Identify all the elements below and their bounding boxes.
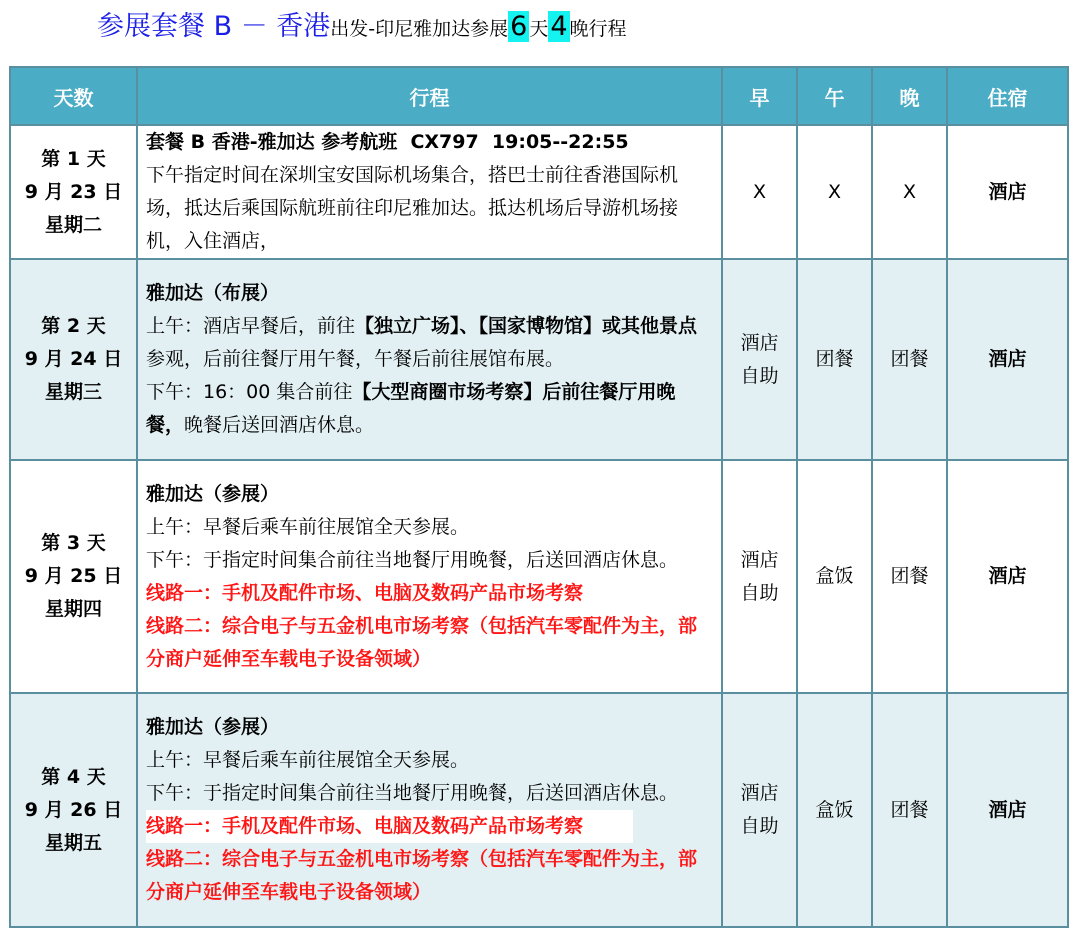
- afternoon-suffix: 晚餐后送回酒店休息。: [184, 414, 375, 436]
- itinerary-cell: [137, 259, 722, 460]
- column-header-itinerary: 行程: [137, 67, 722, 125]
- day-number: 第 4 天: [41, 765, 106, 788]
- itinerary-afternoon: 下午：于指定时间集合前往当地餐厅用晚餐，后送回酒店休息。: [146, 548, 679, 571]
- day-cell: [10, 460, 137, 693]
- day-cell: [10, 693, 137, 927]
- breakfast-cell: [722, 259, 797, 460]
- hotel-cell: 酒店: [947, 259, 1068, 460]
- itinerary-heading: 雅加达（布展）: [146, 282, 280, 304]
- breakfast-value: 酒店自助: [740, 331, 779, 387]
- route-two: 线路二：综合电子与五金机电市场考察（包括汽车零配件为主，部分商户延伸至车载电子设备领域）: [146, 848, 698, 903]
- hotel-cell: 酒店: [947, 125, 1068, 259]
- title-days: 6: [510, 11, 528, 42]
- day-number: 第 1 天: [41, 147, 106, 170]
- itinerary-cell: [137, 693, 722, 927]
- page-title: [97, 6, 627, 48]
- route-one: 线路一：手机及配件市场、电脑及数码产品市场考察: [146, 581, 584, 604]
- itinerary-heading: 雅加达（参展）: [146, 482, 280, 505]
- column-header-hotel: 住宿: [947, 67, 1068, 125]
- title-prefix: 参展套餐 B －: [97, 11, 277, 42]
- title-middle: 出发-印尼雅加达参展: [330, 18, 509, 40]
- dinner-cell: X: [872, 125, 947, 259]
- itinerary-body: 下午指定时间在深圳宝安国际机场集合，搭巴士前往香港国际机场，抵达后乘国际航班前往印尼雅加达。抵达机场后导游机场接机，入住酒店，: [146, 164, 679, 252]
- table-row: [10, 125, 1068, 259]
- day-date: 9 月 26 日: [24, 798, 123, 821]
- hotel-cell: 酒店: [947, 693, 1068, 927]
- table-row: [10, 693, 1068, 927]
- breakfast-cell: X: [722, 125, 797, 259]
- table-row: [10, 259, 1068, 460]
- morning-suffix: 参观，后前往餐厅用午餐，午餐后前往展馆布展。: [146, 348, 565, 370]
- itinerary-afternoon: [146, 376, 711, 442]
- breakfast-value: 酒店自助: [740, 548, 779, 604]
- route-one: 线路一：手机及配件市场、电脑及数码产品市场考察: [146, 810, 633, 843]
- route-one-wrapper: [146, 810, 711, 843]
- itinerary-heading: 套餐 B 香港-雅加达 参考航班 CX797 19:05--22:55: [146, 131, 629, 153]
- title-suffix: 晚行程: [569, 18, 627, 40]
- title-city: 香港: [276, 11, 331, 42]
- itinerary-afternoon: 下午：于指定时间集合前往当地餐厅用晚餐，后送回酒店休息。: [146, 782, 679, 804]
- table-header-row: [10, 67, 1068, 125]
- day-weekday: 星期二: [44, 213, 102, 236]
- itinerary-table: [9, 66, 1069, 928]
- day-number: 第 3 天: [41, 532, 106, 554]
- title-nights: 4: [550, 11, 568, 42]
- day-weekday: 星期五: [44, 831, 102, 854]
- day-cell: [10, 125, 137, 259]
- lunch-cell: X: [797, 125, 872, 259]
- column-header-days: 天数: [10, 67, 137, 125]
- title-days-unit: 天: [529, 18, 549, 40]
- breakfast-cell: [722, 460, 797, 693]
- day-date: 9 月 24 日: [24, 348, 123, 370]
- lunch-cell: 团餐: [797, 259, 872, 460]
- itinerary-cell: [137, 125, 722, 259]
- day-date: 9 月 23 日: [24, 180, 123, 203]
- itinerary-morning: 上午：早餐后乘车前往展馆全天参展。: [146, 749, 470, 771]
- lunch-cell: 盒饭: [797, 460, 872, 693]
- breakfast-value: 酒店自助: [740, 782, 779, 837]
- column-header-breakfast: 早: [722, 67, 797, 125]
- hotel-cell: 酒店: [947, 460, 1068, 693]
- morning-attractions: 【独立广场】、【国家博物馆】或其他景点: [355, 315, 698, 337]
- dinner-cell: 团餐: [872, 693, 947, 927]
- itinerary-cell: [137, 460, 722, 693]
- afternoon-activity: 【大型商圈市场考察】后前往餐厅用晚餐，: [146, 381, 676, 436]
- afternoon-prefix: 下午：16：00 集合前往: [146, 381, 353, 403]
- column-header-dinner: 晚: [872, 67, 947, 125]
- day-number: 第 2 天: [41, 315, 106, 337]
- route-two: 线路二：综合电子与五金机电市场考察（包括汽车零配件为主，部分商户延伸至车载电子设备领域）: [146, 614, 698, 670]
- day-weekday: 星期三: [44, 381, 102, 403]
- day-date: 9 月 25 日: [24, 565, 123, 587]
- lunch-cell: 盒饭: [797, 693, 872, 927]
- dinner-cell: 团餐: [872, 460, 947, 693]
- breakfast-cell: [722, 693, 797, 927]
- column-header-lunch: 午: [797, 67, 872, 125]
- day-weekday: 星期四: [44, 598, 102, 620]
- day-cell: [10, 259, 137, 460]
- itinerary-morning: [146, 310, 711, 376]
- table-row: [10, 460, 1068, 693]
- itinerary-heading: 雅加达（参展）: [146, 716, 280, 738]
- morning-prefix: 上午：酒店早餐后，前往: [146, 315, 356, 337]
- dinner-cell: 团餐: [872, 259, 947, 460]
- itinerary-morning: 上午：早餐后乘车前往展馆全天参展。: [146, 515, 470, 538]
